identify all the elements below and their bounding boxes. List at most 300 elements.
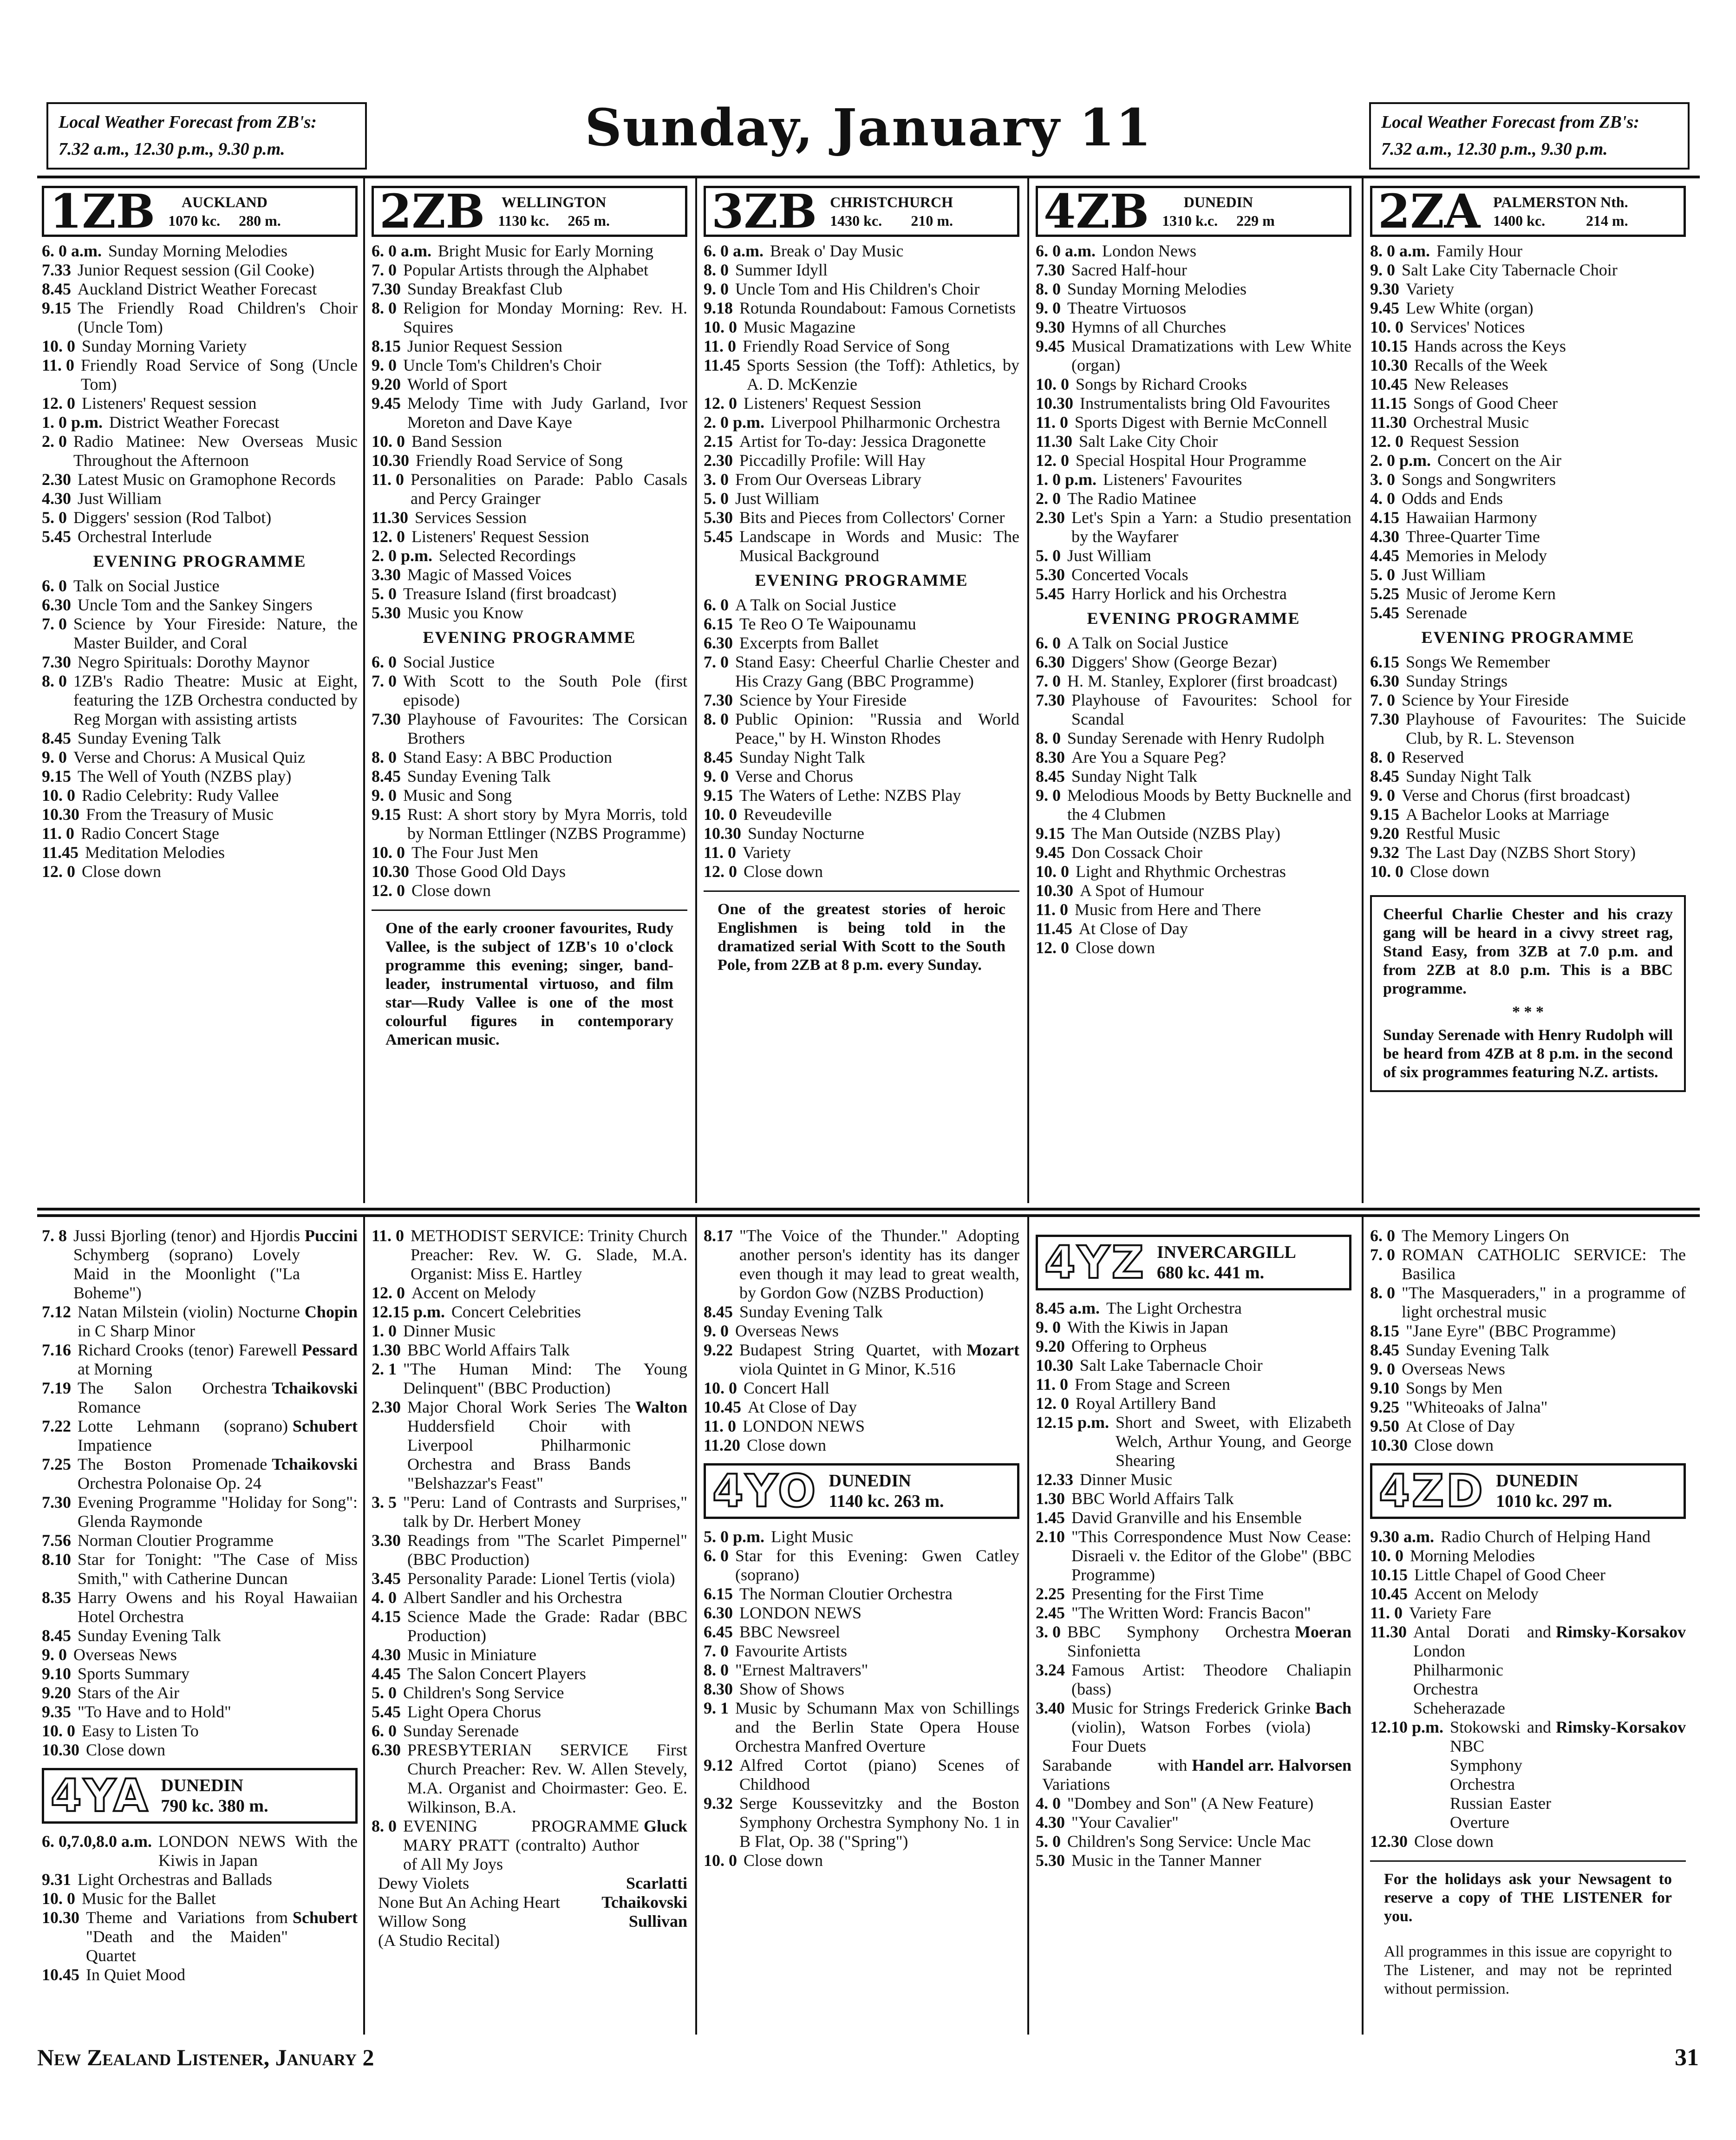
programme-item xyxy=(1370,470,1686,489)
programme-time: 10. 0 xyxy=(704,1379,737,1397)
programme-item xyxy=(372,242,687,261)
programme-item xyxy=(372,653,687,672)
programme-item xyxy=(42,596,358,615)
programme-title: LONDON NEWS xyxy=(739,1603,861,1622)
programme-time: 9. 0 xyxy=(704,280,729,298)
programme-item xyxy=(1036,413,1351,432)
programme-title: A Talk on Social Justice xyxy=(1067,634,1228,652)
programme-title: LONDON NEWS xyxy=(743,1417,865,1435)
programme-item xyxy=(704,394,1019,413)
programme-time: 10. 0 xyxy=(704,318,737,336)
programme-title: Friendly Road Service of Song xyxy=(743,337,950,355)
logo-meta xyxy=(1496,1471,1612,1512)
programme-time: 9.30 xyxy=(1370,280,1399,298)
programme-title: Famous Artist: Theodore Chaliapin (bass) xyxy=(1071,1661,1351,1698)
programme-title: BBC World Affairs Talk xyxy=(407,1341,570,1359)
programme-item xyxy=(42,1664,358,1683)
programme-title: Verse and Chorus: A Musical Quiz xyxy=(73,748,305,766)
programme-item xyxy=(42,1455,358,1493)
programme-title: The Salon Concert Players xyxy=(407,1664,586,1683)
programme-title: Salt Lake City Choir xyxy=(1079,432,1218,451)
programme-title: The Man Outside (NZBS Play) xyxy=(1071,824,1280,843)
programme-item xyxy=(1370,710,1686,748)
station-header xyxy=(372,186,687,237)
station-frequency xyxy=(1493,211,1628,230)
programme-title: Light and Rhythmic Orchestras xyxy=(1076,862,1286,881)
programme-title: Bright Music for Early Morning xyxy=(438,242,653,260)
logo-code: 4YZ xyxy=(1044,1236,1146,1289)
programme-title: At Close of Day xyxy=(1406,1417,1515,1435)
programme-time: 9.10 xyxy=(1370,1379,1399,1397)
weather-label: Local Weather Forecast from ZB's: xyxy=(1381,112,1639,132)
programme-time: 9.45 xyxy=(1036,843,1065,862)
station-logo xyxy=(42,1768,358,1824)
programme-item xyxy=(42,1702,358,1721)
programme-item xyxy=(372,1569,687,1588)
programme-item xyxy=(42,299,358,337)
programme-title: From Our Overseas Library xyxy=(735,470,921,489)
logo-city: DUNEDIN xyxy=(161,1776,243,1795)
programme-time: 11.20 xyxy=(704,1436,741,1454)
programme-item xyxy=(42,862,358,881)
programme-title: Services Session xyxy=(415,508,527,527)
programme-item xyxy=(704,527,1019,565)
programme-title: Melodious Moods by Betty Bucknelle and the 4 Clubmen xyxy=(1067,786,1351,824)
composer: Moeran xyxy=(1295,1623,1351,1641)
programme-time: 9. 1 xyxy=(704,1699,729,1717)
programme-item xyxy=(42,1493,358,1531)
programme-time: 12.15 p.m. xyxy=(372,1302,445,1321)
programme-title: Close down xyxy=(1414,1436,1494,1454)
programme-time: 10.30 xyxy=(42,1741,79,1759)
programme-item xyxy=(372,1931,687,1950)
programme-title: Sunday Morning Variety xyxy=(82,337,247,355)
programme-title: Songs by Men xyxy=(1406,1379,1503,1397)
programme-title: "Dombey and Son" (A New Feature) xyxy=(1067,1794,1314,1813)
programme-time: 10.30 xyxy=(1370,356,1408,374)
programme-item xyxy=(1036,938,1351,957)
programme-time: 9.12 xyxy=(704,1756,733,1774)
programme-title: The Radio Matinee xyxy=(1067,489,1196,508)
programme-title: The Friendly Road Children's Choir (Uncle Tom) xyxy=(78,299,358,336)
programme-item xyxy=(372,843,687,862)
programme-item xyxy=(1370,672,1686,691)
programme-title: Public Opinion: "Russia and World Peace," by H. Winston Rhodes xyxy=(735,710,1019,747)
programme-item xyxy=(42,843,358,862)
programme-item xyxy=(1370,862,1686,881)
programme-item xyxy=(372,432,687,451)
programme-item xyxy=(1036,881,1351,900)
evening-programme-heading: EVENING PROGRAMME xyxy=(93,552,307,570)
programme-time: 7.30 xyxy=(42,1493,71,1512)
programme-item xyxy=(1370,451,1686,470)
programme-item xyxy=(372,299,687,337)
programme-title: Orchestral Interlude xyxy=(78,527,212,546)
programme-title: Lew White (organ) xyxy=(1406,299,1534,317)
programme-title: None But An Aching Heart xyxy=(378,1893,560,1911)
programme-title: A Bachelor Looks at Marriage xyxy=(1406,805,1609,824)
programme-time: 10.30 xyxy=(372,451,409,470)
programme-title: Close down xyxy=(747,1436,827,1454)
programme-item xyxy=(704,843,1019,862)
programme-time: 5.45 xyxy=(372,1702,401,1721)
programme-title: Those Good Old Days xyxy=(416,862,566,881)
programme-item xyxy=(42,824,358,843)
programme-title: Concerted Vocals xyxy=(1071,565,1188,584)
programme-title: Salt Lake City Tabernacle Choir xyxy=(1402,261,1618,279)
programme-title: Concert Hall xyxy=(744,1379,829,1397)
programme-title: Playhouse of Favourites: The Corsican Brothers xyxy=(407,710,687,747)
programme-time: 8.10 xyxy=(42,1550,71,1569)
programme-title: Recalls of the Week xyxy=(1414,356,1548,374)
programme-time: 2. 0 p.m. xyxy=(1370,451,1431,470)
programme-item xyxy=(1036,1470,1351,1489)
programme-item xyxy=(1036,862,1351,881)
programme-item xyxy=(1036,1603,1351,1623)
composer: Sullivan xyxy=(628,1912,687,1931)
programme-item xyxy=(1370,489,1686,508)
station-code: 1ZB xyxy=(50,184,156,239)
programme-time: 9.18 xyxy=(704,299,733,317)
programme-title: From Stage and Screen xyxy=(1075,1375,1230,1394)
programme-time: 10.30 xyxy=(372,862,409,881)
programme-title: Summer Idyll xyxy=(735,261,828,279)
programme-time: 5. 0 xyxy=(372,584,397,603)
composer: Gluck xyxy=(643,1817,687,1835)
programme-item xyxy=(704,1302,1019,1322)
programme-title: Negro Spirituals: Dorothy Maynor xyxy=(78,653,309,671)
programme-item xyxy=(1370,1417,1686,1436)
programme-item xyxy=(372,881,687,900)
programme-title: Salt Lake Tabernacle Choir xyxy=(1080,1356,1263,1374)
station-column-1zb xyxy=(42,186,358,881)
programme-item xyxy=(42,1417,358,1455)
programme-item xyxy=(1370,653,1686,672)
programme-title: Sports Summary xyxy=(78,1664,190,1683)
programme-time: 8.45 xyxy=(1370,1341,1399,1359)
weather-label: Local Weather Forecast from ZB's: xyxy=(59,112,317,132)
programme-time: 9.30 a.m. xyxy=(1370,1527,1434,1546)
programme-time: 2.30 xyxy=(704,451,733,470)
programme-item xyxy=(42,1302,358,1341)
programme-time: 6. 0 xyxy=(42,576,67,595)
programme-title: Easy to Listen To xyxy=(82,1721,199,1740)
programme-time: 10. 0 xyxy=(1036,375,1069,393)
programme-time: 10. 0 xyxy=(372,843,405,862)
programme-title: Junior Request Session xyxy=(407,337,563,355)
programme-time: 8.30 xyxy=(704,1680,733,1698)
programme-time: 9. 0 xyxy=(704,1322,729,1340)
programme-time: 8.45 xyxy=(42,280,71,298)
programme-item xyxy=(372,786,687,805)
programme-title: Just William xyxy=(735,489,819,508)
evening-programme-heading: EVENING PROGRAMME xyxy=(1087,609,1300,628)
programme-time: 10.15 xyxy=(1370,337,1408,355)
station-logo xyxy=(1036,1235,1351,1290)
programme-item xyxy=(42,489,358,508)
station-logo xyxy=(1370,1463,1686,1519)
programme-item xyxy=(704,653,1019,691)
programme-item xyxy=(704,596,1019,615)
programme-time: 8.45 xyxy=(1370,767,1399,785)
programme-title: Overseas News xyxy=(735,1322,839,1340)
programme-title: Let's Spin a Yarn: a Studio presentation by the Wayfarer xyxy=(1071,508,1351,546)
station-frequency xyxy=(1162,211,1275,230)
programme-item xyxy=(704,1623,1019,1642)
programme-time: 8.15 xyxy=(372,337,401,355)
programme-title: At Close of Day xyxy=(748,1398,857,1416)
programme-time xyxy=(372,1874,378,1893)
programme-time: 2.45 xyxy=(1036,1603,1065,1622)
programme-title: Music in Miniature xyxy=(407,1645,536,1664)
logo-meta xyxy=(161,1775,268,1816)
programme-time: 6.15 xyxy=(704,615,733,633)
programme-item xyxy=(372,1283,687,1302)
feature-stars: * * * xyxy=(1512,1003,1544,1021)
programme-item xyxy=(1036,470,1351,489)
programme-item xyxy=(42,1965,358,1984)
programme-title: In Quiet Mood xyxy=(86,1965,185,1984)
column-divider xyxy=(1362,1217,1364,2035)
programme-item xyxy=(1036,691,1351,729)
programme-title: Dinner Music xyxy=(1080,1470,1172,1489)
programme-time: 9. 0 xyxy=(1036,299,1061,317)
programme-time: 11. 0 xyxy=(704,843,737,862)
programme-item xyxy=(1036,634,1351,653)
station-kc: 1130 kc. xyxy=(498,212,549,229)
programme-item xyxy=(1036,729,1351,748)
programme-title: Music for Strings Frederick Grinke (violin), Watson Forbes (viola) Four Duets xyxy=(1071,1699,1311,1755)
programme-time: 8. 0 xyxy=(1370,748,1395,766)
programme-time: 10.45 xyxy=(1370,375,1408,393)
programme-title: Science by Your Fireside xyxy=(1402,691,1569,709)
logo-meta xyxy=(829,1471,944,1512)
programme-time: 10. 0 xyxy=(1370,862,1403,881)
programme-title: Break o' Day Music xyxy=(770,242,904,260)
programme-item xyxy=(704,1341,1019,1379)
programme-time: 10. 0 xyxy=(372,432,405,451)
programme-item xyxy=(1036,565,1351,584)
programme-time: 2.30 xyxy=(42,470,71,489)
programme-time: 9.45 xyxy=(1370,299,1399,317)
programme-time: 9.31 xyxy=(42,1870,71,1889)
programme-item xyxy=(372,1226,687,1283)
programme-title: Close down xyxy=(86,1741,165,1759)
programme-item xyxy=(42,1721,358,1741)
programme-time: 9.15 xyxy=(704,786,733,805)
programme-time: 9.15 xyxy=(42,767,71,785)
programme-title: Theatre Virtuosos xyxy=(1067,299,1187,317)
programme-item xyxy=(704,786,1019,805)
programme-title: Major Choral Work Series The Huddersfield Choir with Liverpool Philharmonic Orchestra and Brass Bands "Belshazzar's Feast" xyxy=(407,1398,631,1492)
programme-item xyxy=(1370,824,1686,843)
programme-item xyxy=(42,527,358,546)
programme-title: Close down xyxy=(744,862,823,881)
programme-title: "Your Cavalier" xyxy=(1071,1813,1179,1832)
programme-item xyxy=(1036,1489,1351,1508)
programme-time: 7. 0 xyxy=(1370,691,1395,709)
programme-time: 5. 0 p.m. xyxy=(704,1527,765,1546)
programme-title: Special Hospital Hour Programme xyxy=(1076,451,1306,470)
programme-time: 8. 0 xyxy=(704,1661,729,1679)
programme-time: 11. 0 xyxy=(704,337,737,355)
station-header xyxy=(42,186,358,237)
programme-title: Piccadilly Profile: Will Hay xyxy=(739,451,926,470)
programme-item xyxy=(42,394,358,413)
programme-title: Close down xyxy=(82,862,161,881)
programme-item xyxy=(1370,843,1686,862)
programme-time: 6.30 xyxy=(704,634,733,652)
programme-item xyxy=(1370,1226,1686,1245)
footer-title: New Zealand Listener, January 2 xyxy=(37,2044,374,2070)
programme-item xyxy=(42,1626,358,1645)
programme-time: 6.30 xyxy=(1036,653,1065,671)
programme-time: 10. 0 xyxy=(1370,1546,1403,1565)
programme-item xyxy=(1370,356,1686,375)
programme-item xyxy=(42,1889,358,1908)
programme-item xyxy=(42,767,358,786)
programme-title: Instrumentalists bring Old Favourites xyxy=(1080,394,1330,412)
programme-time: 12.10 p.m. xyxy=(1370,1718,1444,1736)
programme-item xyxy=(704,451,1019,470)
programme-time: 11.15 xyxy=(1370,394,1407,412)
programme-time: 7. 8 xyxy=(42,1226,67,1245)
programme-time: 5.45 xyxy=(1036,584,1065,603)
programme-title: Playhouse of Favourites: School for Scandal xyxy=(1071,691,1351,728)
programme-item xyxy=(42,470,358,489)
programme-item xyxy=(372,565,687,584)
programme-time: 3. 0 xyxy=(704,470,729,489)
programme-time: 3.45 xyxy=(372,1569,401,1588)
programme-title: Natan Milstein (violin) Nocturne in C Sharp Minor xyxy=(78,1302,300,1340)
programme-title: Songs of Good Cheer xyxy=(1413,394,1558,412)
programme-item xyxy=(1370,337,1686,356)
programme-time: 7. 0 xyxy=(1036,672,1061,690)
programme-title: PRESBYTERIAN SERVICE First Church Preacher: Rev. W. Allen Stevely, M.A. Organist and Choirmaster: Geo. E. Wilkinson, B.A. xyxy=(407,1741,687,1816)
station-wavelength: 229 m xyxy=(1236,212,1275,229)
programme-title: Close down xyxy=(1414,1832,1494,1851)
programme-time: 6. 0,7.0,8.0 a.m. xyxy=(42,1832,152,1851)
programme-title: Just William xyxy=(1402,565,1486,584)
programme-item xyxy=(42,1832,358,1870)
programme-item xyxy=(372,748,687,767)
programme-item xyxy=(704,1322,1019,1341)
programme-time: 9.20 xyxy=(42,1683,71,1702)
programme-title: Restful Music xyxy=(1406,824,1500,843)
programme-item xyxy=(704,748,1019,767)
programme-item xyxy=(704,1851,1019,1870)
programme-title: Star for this Evening: Gwen Catley (soprano) xyxy=(735,1546,1019,1584)
programme-time: 4.15 xyxy=(1370,508,1399,527)
programme-time: 7.22 xyxy=(42,1417,71,1435)
programme-title: Music by Schumann Max von Schillings and the Berlin State Opera House Orchestra Manfred Overture xyxy=(735,1699,1019,1755)
programme-title: Just William xyxy=(1067,546,1151,565)
programme-title: Music in the Tanner Manner xyxy=(1071,1851,1261,1870)
programme-item xyxy=(1036,786,1351,824)
programme-title: Selected Recordings xyxy=(439,546,576,565)
logo-code: 4YO xyxy=(712,1465,818,1517)
programme-time: 12. 0 xyxy=(42,394,75,412)
programme-title: Junior Request session (Gil Cooke) xyxy=(78,261,314,279)
programme-title: Listeners' Request Session xyxy=(411,527,589,546)
station-code: 2ZB xyxy=(379,184,485,239)
programme-title: Accent on Melody xyxy=(411,1283,536,1302)
programme-time: 7. 0 xyxy=(704,653,729,671)
programme-item xyxy=(1036,919,1351,938)
programme-time: 9.35 xyxy=(42,1702,71,1721)
station-city: CHRISTCHURCH xyxy=(830,194,953,210)
station-kc: 1430 kc. xyxy=(830,212,882,229)
programme-time: 2. 0 xyxy=(1036,489,1061,508)
programme-title: Diggers' Show (George Bezar) xyxy=(1071,653,1277,671)
programme-title: Music and Song xyxy=(403,786,512,805)
programme-time: 6.30 xyxy=(1370,672,1399,690)
programme-item xyxy=(704,615,1019,634)
lower-column xyxy=(704,1226,1019,1870)
programme-item xyxy=(704,1436,1019,1455)
programme-time: 3.24 xyxy=(1036,1661,1065,1679)
programme-item xyxy=(1036,337,1351,375)
composer: Chopin xyxy=(304,1302,358,1321)
programme-item xyxy=(42,356,358,394)
programme-item xyxy=(42,615,358,653)
programme-item xyxy=(1036,1356,1351,1375)
programme-item xyxy=(372,584,687,603)
station-column-4zb xyxy=(1036,186,1351,957)
programme-time: 2. 0 xyxy=(42,432,67,451)
programme-item xyxy=(372,527,687,546)
programme-item xyxy=(704,299,1019,318)
programme-title: Stokowski and NBC Symphony Orchestra Russian Easter Overture xyxy=(1450,1718,1551,1832)
programme-title: ROMAN CATHOLIC SERVICE: The Basilica xyxy=(1402,1245,1686,1283)
programme-item xyxy=(704,489,1019,508)
programme-item xyxy=(704,1226,1019,1302)
programme-title: Stand Easy: Cheerful Charlie Chester and His Crazy Gang (BBC Programme) xyxy=(735,653,1019,690)
programme-time: 11.30 xyxy=(1036,432,1073,451)
programme-time: 5.45 xyxy=(42,527,71,546)
programme-title: World of Sport xyxy=(407,375,508,393)
station-frequency xyxy=(498,211,610,230)
programme-item xyxy=(1036,767,1351,786)
column-note: One of the early crooner favourites, Rudy Vallee, is the subject of 1ZB's 10 o'clock programme this evening; singer, band-leader, instrumental virtuoso, and film star—Rudy Vallee is one of the most colourful figures in contemporary American music. xyxy=(372,910,687,1058)
programme-item xyxy=(42,242,358,261)
station-frequency xyxy=(830,211,953,230)
programme-time: 8.35 xyxy=(42,1588,71,1607)
programme-item xyxy=(372,1588,687,1607)
programme-title: Rotunda Roundabout: Famous Cornetists xyxy=(739,299,1016,317)
programme-item xyxy=(372,375,687,394)
programme-item xyxy=(704,805,1019,824)
programme-item xyxy=(1370,261,1686,280)
programme-time: 10.30 xyxy=(1036,394,1073,412)
programme-time: 7. 0 xyxy=(704,1642,729,1660)
programme-item xyxy=(372,1360,687,1398)
programme-title: A Talk on Social Justice xyxy=(735,596,896,614)
programme-title: Sunday Evening Talk xyxy=(1406,1341,1549,1359)
programme-item xyxy=(372,805,687,843)
programme-title: Music Magazine xyxy=(744,318,855,336)
programme-title: Albert Sandler and his Orchestra xyxy=(403,1588,622,1607)
programme-title: Science by Your Fireside xyxy=(739,691,907,709)
programme-title: Reveudeville xyxy=(744,805,832,824)
programme-item xyxy=(1036,1318,1351,1337)
programme-title: Sunday Evening Talk xyxy=(78,729,221,747)
programme-title: "To Have and to Hold" xyxy=(78,1702,231,1721)
programme-item xyxy=(704,470,1019,489)
programme-time: 3.30 xyxy=(372,565,401,584)
programme-title: Willow Song xyxy=(378,1912,466,1931)
programme-title: Radio Church of Helping Hand xyxy=(1441,1527,1651,1546)
